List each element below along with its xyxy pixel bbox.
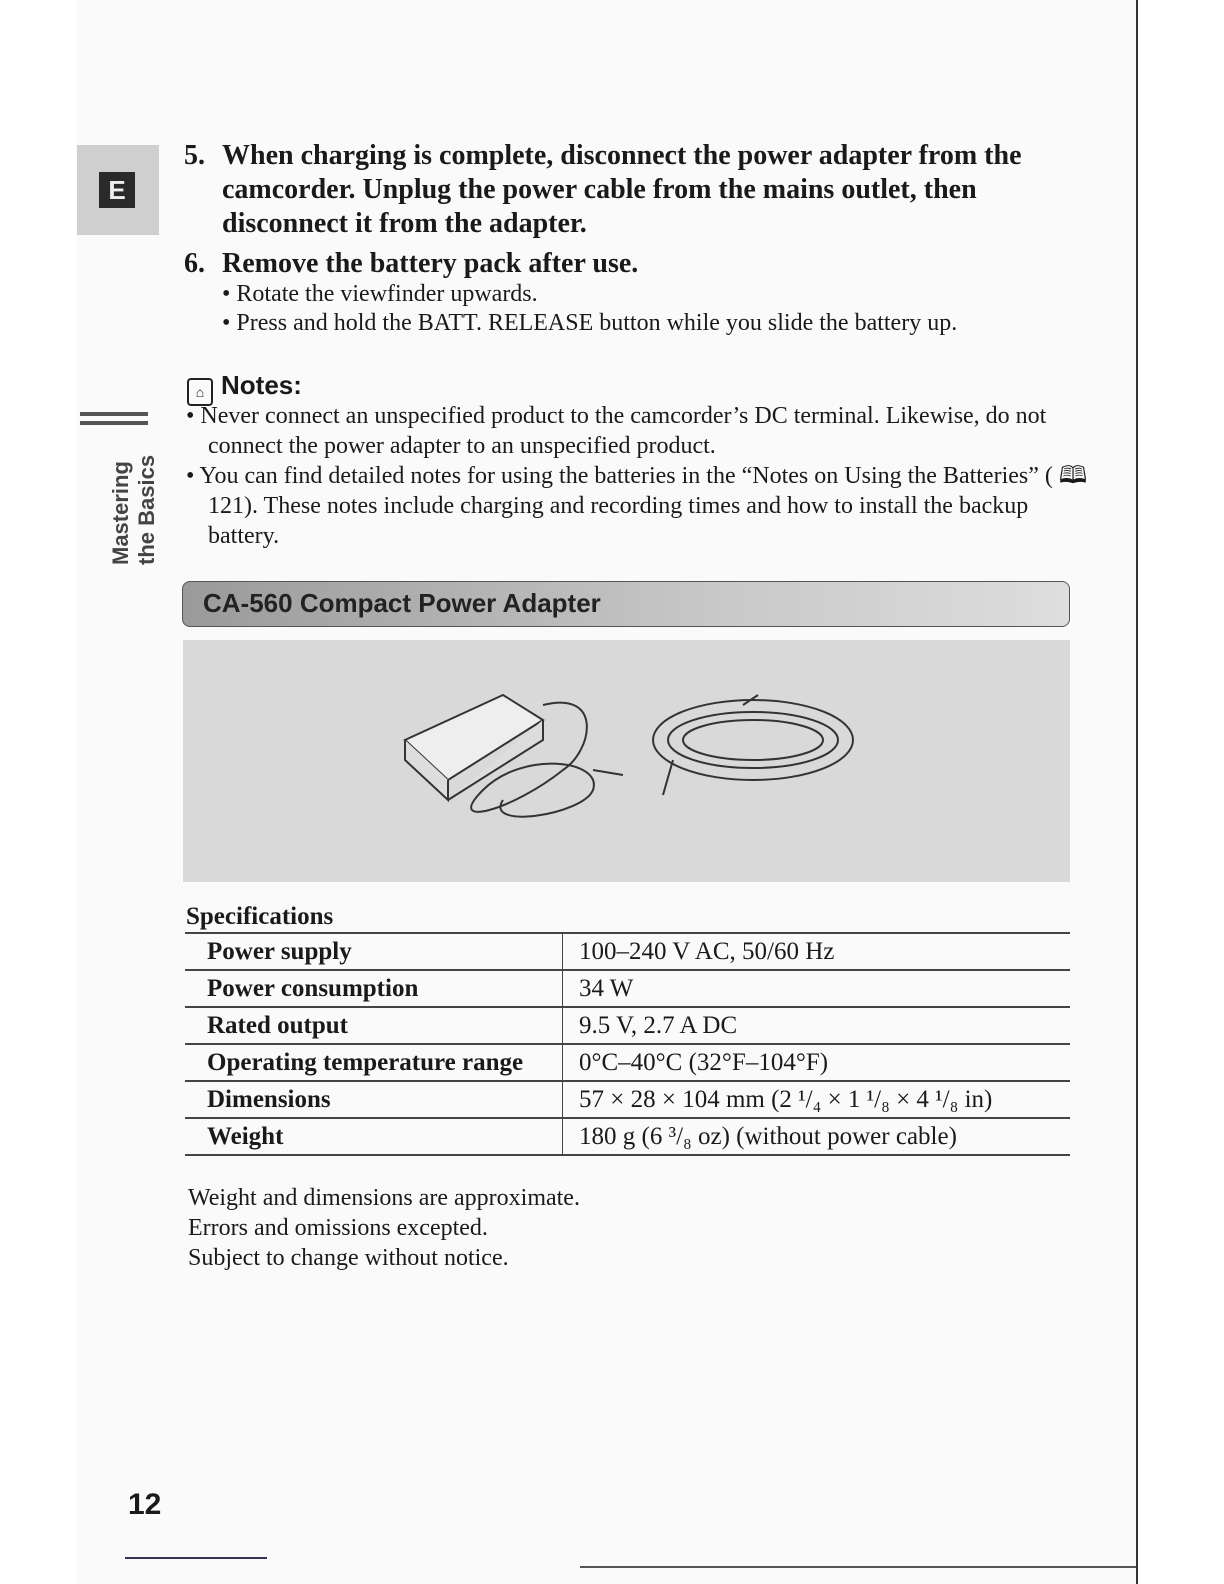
note-text: Never connect an unspecified product to the camcorder’s DC terminal. Likewise, do not connect the power adapter to an unspecified product.	[200, 403, 1047, 459]
bullet: • Rotate the viewfinder upwards.	[222, 281, 538, 307]
section-banner	[182, 581, 1070, 627]
note-item: • Never connect an unspecified product to the camcorder’s DC terminal. Likewise, do not connect the power adapter to an unspecified product.	[186, 403, 1047, 459]
side-label	[108, 455, 160, 565]
spec-label: Power supply	[185, 933, 563, 970]
side-label-line: the Basics	[134, 454, 159, 565]
spec-value: 0°C–40°C (32°F–104°F)	[563, 1044, 1071, 1081]
footer-note: Weight and dimensions are approximate.	[188, 1185, 580, 1211]
side-bars	[80, 412, 148, 430]
spec-value: 34 W	[563, 970, 1071, 1007]
spec-value: 100–240 V AC, 50/60 Hz	[563, 933, 1071, 970]
notes-icon: ⌂	[187, 378, 213, 406]
table-row	[185, 1044, 1070, 1081]
footer-notes	[188, 1183, 580, 1273]
bullet-text: Press and hold the BATT. RELEASE button while you slide the battery up.	[236, 310, 958, 336]
spec-label: Weight	[185, 1118, 563, 1155]
adapter-photo	[183, 640, 1070, 882]
step-text: Remove the battery pack after use.	[222, 248, 639, 279]
footer-note: Subject to change without notice.	[188, 1245, 509, 1271]
step-6	[184, 247, 1082, 281]
spec-value: 180 g (6 ³/₈ oz) (without power cable)	[563, 1118, 1071, 1155]
table-row	[185, 1007, 1070, 1044]
table-row	[185, 1118, 1070, 1155]
section-tab	[77, 145, 159, 235]
spec-label: Power consumption	[185, 970, 563, 1007]
bullet-text: Rotate the viewfinder upwards.	[236, 281, 538, 307]
step-5	[184, 139, 1082, 241]
table-row	[185, 1081, 1070, 1118]
notes-title: Notes:	[221, 370, 302, 400]
divider	[580, 1566, 1136, 1568]
spec-label: Operating temperature range	[185, 1044, 563, 1081]
step-number: 6.	[184, 248, 205, 279]
note-text: You can find detailed notes for using the batteries in the “Notes on Using the Batteries” ( 🕮 121). These notes include charging and recording times and how to install the backup battery.	[199, 463, 1088, 549]
step-text: When charging is complete, disconnect the power adapter from the camcorder. Unplug the power cable from the mains outlet, then disconnect it from the adapter.	[222, 140, 1022, 239]
specs-table	[185, 932, 1070, 1156]
banner-title: CA-560 Compact Power Adapter	[203, 588, 601, 618]
spec-label: Dimensions	[185, 1081, 563, 1118]
bullet: • Press and hold the BATT. RELEASE button while you slide the battery up.	[222, 310, 958, 336]
spec-label: Rated output	[185, 1007, 563, 1044]
page-number: 12	[128, 1488, 162, 1521]
divider	[125, 1557, 267, 1559]
table-row	[185, 970, 1070, 1007]
side-label-line: Mastering	[108, 461, 133, 565]
spec-value: 57 × 28 × 104 mm (2 ¹/₄ × 1 ¹/₈ × 4 ¹/₈ in)	[563, 1081, 1071, 1118]
specs-heading: Specifications	[186, 903, 334, 930]
note-item: • You can find detailed notes for using the batteries in the “Notes on Using the Batteries” ( 🕮 121). These notes include charging and recording times and how to install the backup battery.	[186, 463, 1088, 549]
section-letter: E	[99, 172, 135, 208]
spec-value: 9.5 V, 2.7 A DC	[563, 1007, 1071, 1044]
step-number: 5.	[184, 140, 205, 171]
table-row	[185, 933, 1070, 970]
footer-note: Errors and omissions excepted.	[188, 1215, 488, 1241]
